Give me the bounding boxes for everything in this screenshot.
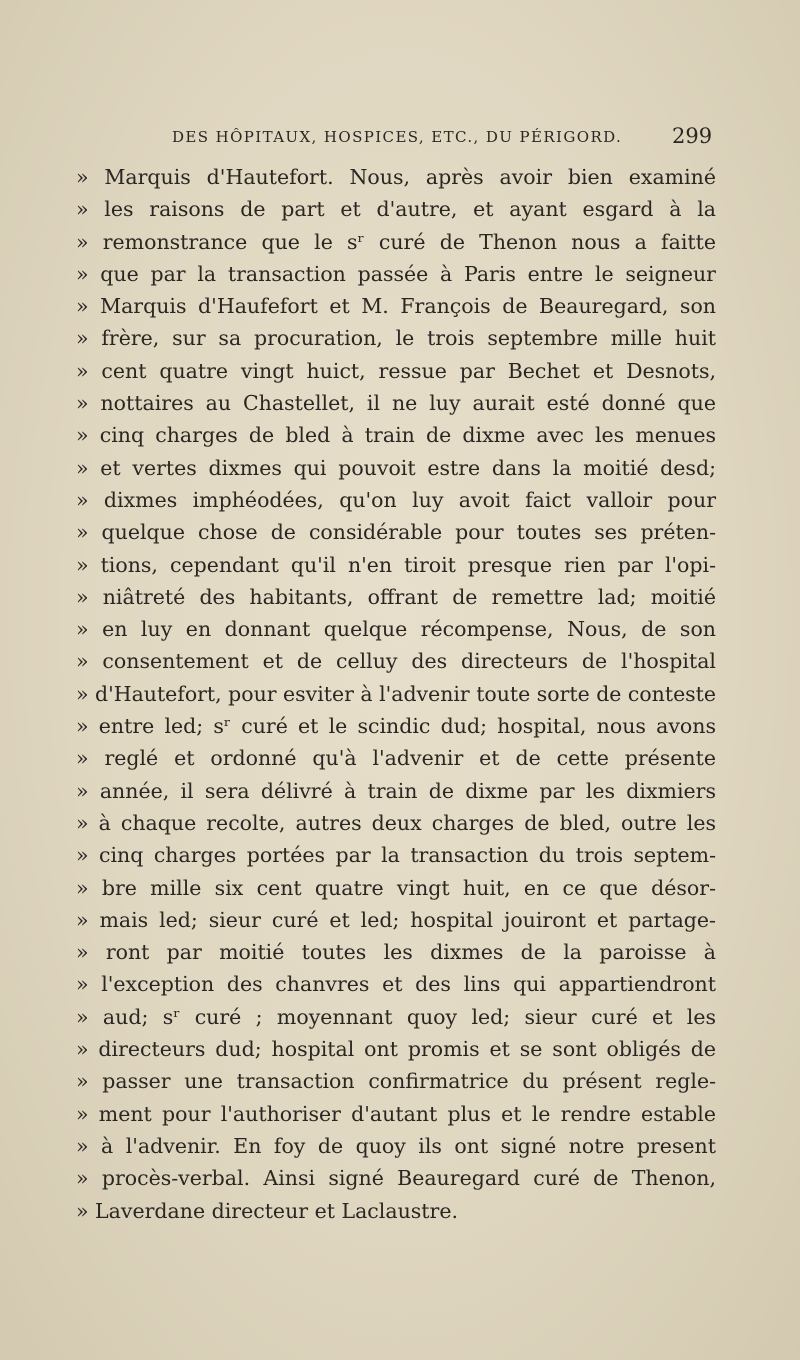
text-line: » quelque chose de considérable pour toutes ses préten- [76,520,716,545]
running-title: DES HÔPITAUX, HOSPICES, ETC., DU PÉRIGORD. [172,128,623,146]
page-header [0,126,800,158]
text-line: » directeurs dud; hospital ont promis et se sont obligés de [76,1037,716,1062]
page-number: 299 [672,124,713,148]
text-line: » consentement et de celluy des directeurs de l'hospital [76,649,716,674]
text-line: » mais led; sieur curé et led; hospital jouiront et partage- [76,907,716,932]
text-line: » d'Hautefort, pour esviter à l'advenir toute sorte de conteste [76,681,716,706]
text-line: » cinq charges de bled à train de dixme avec les menues [76,423,716,448]
text-line: » reglé et ordonné qu'à l'advenir et de cette présente [76,746,716,771]
text-line: » en luy en donnant quelque récompense, Nous, de son [76,617,716,642]
text-line: » remonstrance que le sʳ curé de Thenon nous a faitte [76,229,716,254]
text-line: » niâtreté des habitants, offrant de remettre lad; moitié [76,584,716,609]
text-line: » et vertes dixmes qui pouvoit estre dans la moitié desd; [76,455,716,480]
text-line: » entre led; sʳ curé et le scindic dud; hospital, nous avons [76,714,716,739]
text-line: » Laverdane directeur et Laclaustre. [76,1198,458,1223]
text-line: » frère, sur sa procuration, le trois septembre mille huit [76,326,716,351]
text-line: » ment pour l'authoriser d'autant plus et le rendre estable [76,1101,716,1126]
text-line: » Marquis d'Haufefort et M. François de Beauregard, son [76,294,716,319]
text-line: » année, il sera délivré à train de dixme par les dixmiers [76,778,716,803]
text-line: » à chaque recolte, autres deux charges de bled, outre les [76,810,716,835]
text-line: » l'exception des chanvres et des lins qui appartiendront [76,972,716,997]
text-line: » procès-verbal. Ainsi signé Beauregard curé de Thenon, [76,1166,716,1191]
text-line: » dixmes imphéodées, qu'on luy avoit faict valloir pour [76,487,716,512]
text-line: » les raisons de part et d'autre, et ayant esgard à la [76,197,716,222]
text-line: » bre mille six cent quatre vingt huit, en ce que désor- [76,875,716,900]
text-line: » Marquis d'Hautefort. Nous, après avoir bien examiné [76,165,716,189]
text-line: » passer une transaction confirmatrice du présent regle- [76,1069,716,1094]
text-line: » tions, cependant qu'il n'en tiroit presque rien par l'opi- [76,552,716,577]
text-line: » nottaires au Chastellet, il ne luy aurait esté donné que [76,391,716,416]
text-line: » ront par moitié toutes les dixmes de la paroisse à [76,940,716,965]
text-line: » à l'advenir. En foy de quoy ils ont signé notre present [76,1133,716,1158]
text-line: » cinq charges portées par la transaction du trois septem- [76,843,716,868]
text-line: » que par la transaction passée à Paris entre le seigneur [76,261,716,286]
text-line: » aud; sʳ curé ; moyennant quoy led; sieur curé et les [76,1004,716,1029]
text-line: » cent quatre vingt huict, ressue par Bechet et Desnots, [76,358,716,383]
body-text [76,161,716,1227]
